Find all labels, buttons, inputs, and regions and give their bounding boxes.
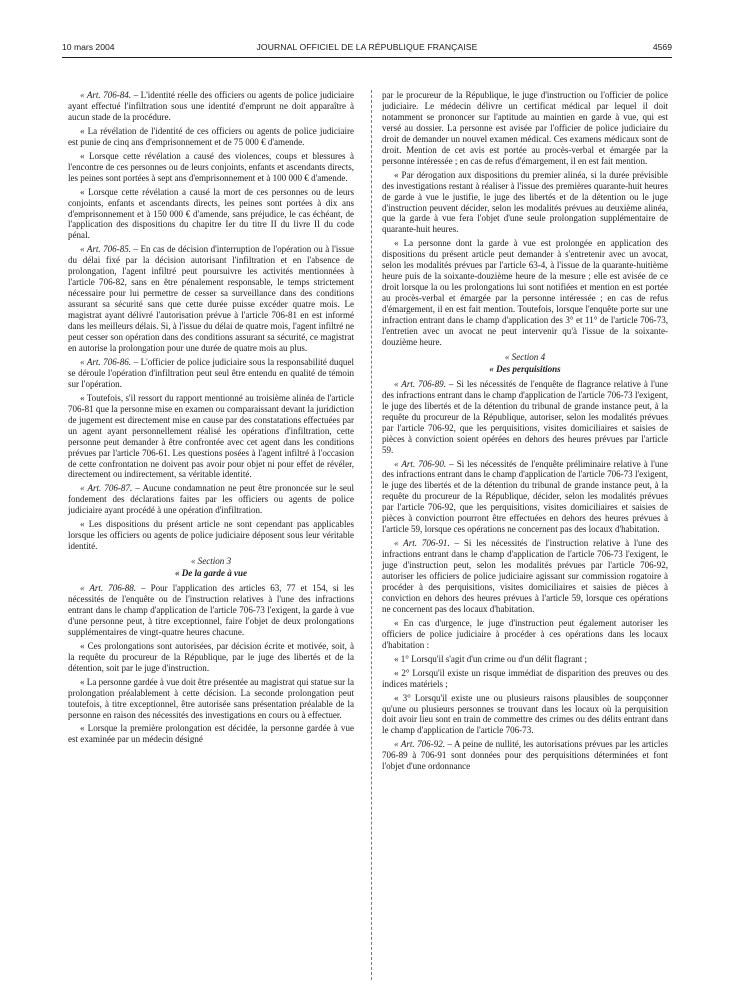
paragraph-text: « Par dérogation aux dispositions du premier alinéa, si la durée prévisible des investigations restant à réaliser à l'issue des premières quarante-huit heures de garde à vue le justifie, le juge des libertés et de la détention ou le juge d'instruction peuvent décider, selon les modalités prévues au deuxième alinéa, que la garde à vue fera l'objet d'une seule prolongation supplémentaire de quarante-huit heures.	[382, 169, 668, 235]
right-column	[382, 90, 668, 775]
section-title: « De la garde à vue	[174, 568, 248, 579]
page-header	[62, 42, 672, 56]
section-number: « Section 4	[504, 351, 546, 362]
paragraph	[68, 641, 354, 674]
paragraph	[68, 90, 354, 123]
paragraph-text: « Ces prolongations sont autorisées, par décision écrite et motivée, soit, à la requête du procureur de la République, par le juge des libertés et de la détention, soit par le juge d'instruction.	[68, 640, 354, 673]
paragraph-text: « 1° Lorsqu'il s'agit d'un crime ou d'un délit flagrant ;	[394, 653, 588, 664]
article-number: « Art. 706-90.	[394, 458, 447, 469]
paragraph-text: « En cas d'urgence, le juge d'instruction peut également autoriser les officiers de police judiciaire à procéder à ces opérations dans les locaux d'habitation :	[382, 617, 668, 650]
paragraph-text: « 2° Lorsqu'il existe un risque immédiat de disparition des preuves ou des indices matériels ;	[382, 667, 668, 689]
paragraph	[68, 483, 354, 516]
article-number: « Art. 706-91.	[394, 538, 450, 549]
paragraph	[68, 519, 354, 552]
article-number: « Art. 706-84.	[80, 90, 132, 100]
paragraph	[68, 583, 354, 638]
paragraph-text: – En cas de décision d'interruption de l'opération ou à l'issue du délai fixé par la décision autorisant l'infiltration et en l'absence de prolongation, l'agent infiltré peut poursuivre les activités mentionnées à l'article 706-82, sans en être pénalement responsable, le temps strictement nécessaire pour lui permettre de cesser sa surveillance dans des conditions assurant sa sécurité sans que cette durée puisse excéder quatre mois. Le magistrat ayant délivré l'autorisation prévue à l'article 706-81 en est informé dans les meilleurs délais. Si, à l'issue du délai de quatre mois, l'agent infiltré ne peut cesser son opération dans des conditions assurant sa sécurité, ce magistrat en autorise la prolongation pour une durée de quatre mois au plus.	[68, 244, 354, 353]
paragraph-text: – Si les nécessités de l'enquête de flagrance relative à l'une des infractions entrant dans le champ d'application de l'article 706-73 l'exigent, le juge des libertés et de la détention du tribunal de grande instance peut, à la requête du procureur de la République, autoriser, selon les modalités prévues par l'article 706-92, que les perquisitions, visites domiciliaires et saisies de pièces à conviction soient opérées en dehors des heures prévues par l'article 59.	[382, 378, 669, 455]
paragraph	[68, 126, 354, 148]
paragraph	[68, 723, 354, 745]
paragraph-text: « La personne gardée à vue doit être présentée au magistrat qui statue sur la prolongation préalablement à cette décision. La seconde prolongation peut toutefois, à titre exceptionnel, être autorisée sans présentation préalable de la personne en raison des nécessités des investigations en cours ou à effectuer.	[68, 676, 354, 720]
article-number: « Art. 706-87.	[80, 483, 133, 494]
paragraph	[68, 244, 354, 354]
paragraph	[68, 187, 354, 242]
article-number: « Art. 706-85.	[80, 244, 132, 255]
section-number: « Section 3	[190, 556, 232, 567]
section-title: « Des perquisitions	[489, 363, 561, 374]
paragraph	[68, 393, 354, 481]
paragraph-text: « Toutefois, s'il ressort du rapport mentionné au troisième alinéa de l'article 706-81 que la personne mise en examen ou comparaissant devant la juridiction de jugement est directement mise en cause par des constatations effectuées par un agent ayant personnellement réalisé les opérations d'infiltration, cette personne peut demander à être confrontée avec cet agent dans les conditions prévues par l'article 706-61. Les questions posées à l'agent infiltré à l'occasion de cette confrontation ne doivent pas avoir pour objet ni pour effet de révéler, directement ou indirectement, sa véritable identité.	[68, 392, 354, 480]
paragraph-text: « 3° Lorsqu'il existe une ou plusieurs raisons plausibles de soupçonner qu'une ou plusieurs personnes se trouvant dans les locaux où la perquisition doit avoir lieu sont en train de commettre des crimes ou des délits entrant dans le champ d'application de l'article 706-73.	[382, 692, 668, 736]
paragraph	[382, 654, 668, 665]
article-number: « Art. 706-92.	[394, 739, 446, 750]
paragraph-text: « Lorsque la première prolongation est décidée, la personne gardée à vue est examinée par un médecin désigné	[68, 723, 354, 745]
column-divider	[371, 90, 372, 980]
paragraph-text: « Lorsque cette révélation a causé la mort de ces personnes ou de leurs conjoints, enfants et ascendants directs, les peines sont portées à dix ans d'emprisonnement et à 150 000 € d'amende, sans préjudice, le cas échéant, de l'application des dispositions du chapitre Ier du titre II du livre II du code pénal.	[68, 186, 354, 241]
paragraph	[382, 739, 668, 772]
paragraph-text: – Si les nécessités de l'enquête préliminaire relative à l'une des infractions entrant dans le champ d'application de l'article 706-73 l'exigent, le juge des libertés et de la détention du tribunal de grande instance peut, à la requête du procureur de la République, décider, selon les modalités prévues par l'article 706-92, que les perquisitions, visites domiciliaires et saisies de pièces à conviction pourront être effectuées en dehors des heures prévues à l'article 59, lorsque ces opérations ne concernent pas des locaux d'habitation.	[382, 458, 669, 535]
paragraph	[382, 618, 668, 651]
journal-title: JOURNAL OFFICIEL DE LA RÉPUBLIQUE FRANÇAISE	[256, 42, 478, 52]
paragraph-text: « Les dispositions du présent article ne sont cependant pas applicables lorsque les officiers ou agents de police judiciaire déposent sous leur véritable identité.	[68, 519, 354, 552]
paragraph	[68, 677, 354, 721]
paragraph	[382, 459, 668, 536]
left-column	[68, 90, 354, 748]
paragraph	[68, 357, 354, 390]
page-number: 4569	[652, 42, 672, 52]
issue-date: 10 mars 2004	[62, 42, 115, 52]
paragraph	[382, 170, 668, 236]
header-rule	[62, 57, 672, 58]
paragraph-text: « La révélation de l'identité de ces officiers ou agents de police judiciaire est punie de cinq ans d'emprisonnement et de 75 000 € d'amende.	[68, 125, 354, 147]
paragraph-text: par le procureur de la République, le juge d'instruction ou l'officier de police judiciaire. Le médecin délivre un certificat médical par lequel il doit notamment se prononcer sur l'aptitude au maintien en garde à vue, qui est versé au dossier. La personne est avisée par l'officier de police judiciaire du droit de demander un nouvel examen médical. Ces examens médicaux sont de droit. Mention de cet avis est portée au procès-verbal et émargée par la personne intéressée ; en cas de refus d'émargement, il en est fait mention.	[382, 90, 668, 166]
paragraph	[382, 90, 668, 167]
paragraph	[382, 693, 668, 737]
paragraph	[382, 238, 668, 348]
paragraph-text: « Lorsque cette révélation a causé des violences, coups et blessures à l'encontre de ces personnes ou de leurs conjoints, enfants et ascendants directs, les peines sont portées à sept ans d'emprisonnement et à 100 000 € d'amende.	[68, 150, 354, 183]
paragraph	[382, 668, 668, 690]
paragraph-text: – Pour l'application des articles 63, 77 et 154, si les nécessités de l'enquête ou de l'instruction relatives à l'une des infractions entrant dans le champ d'application de l'article 706-73 l'exigent, la garde à vue d'une personne peut, à titre exceptionnel, faire l'objet de deux prolongations supplémentaires de vingt-quatre heures chacune.	[68, 583, 354, 637]
paragraph-text: – Si les nécessités de l'instruction relative à l'une des infractions entrant dans le champ d'application de l'article 706-73 l'exigent, le juge d'instruction peut, selon les modalités prévues par l'article 706-92, autoriser les officiers de police judiciaire agissant sur commission rogatoire à procéder à des perquisitions, visites domiciliaires et saisies de pièces à conviction en dehors des heures prévues à l'article 59, lorsque ces opérations ne concernent pas des locaux d'habitation.	[382, 538, 668, 614]
paragraph-text: – A peine de nullité, les autorisations prévues par les articles 706-89 à 706-91 sont données pour des perquisitions déterminées et font l'objet d'une ordonnance	[382, 739, 668, 772]
paragraph-text: « La personne dont la garde à vue est prolongée en application des dispositions du présent article peut demander à s'entretenir avec un avocat, selon les modalités prévues par l'article 63-4, à l'issue de la quarante-huitième heure puis de la soixante-douzième heure de la mesure ; elle est avisée de ce droit lorsque la ou les prolongations lui sont notifiées et mention en est portée au procès-verbal et émargée par la personne intéressée ; en cas de refus d'émargement, il en est fait mention. Toutefois, lorsque l'enquête porte sur une infraction entrant dans le champ d'application des 3° et 11° de l'article 706-73, l'entretien avec un avocat ne peut intervenir qu'à l'issue de la soixante-douzième heure.	[382, 238, 668, 347]
paragraph-text: – L'identité réelle des officiers ou agents de police judiciaire ayant effectué l'infiltration sous une identité d'emprunt ne doit apparaître à aucun stade de la procédure.	[68, 90, 354, 122]
article-number: « Art. 706-88.	[80, 583, 137, 594]
paragraph	[382, 379, 668, 456]
paragraph	[382, 538, 668, 615]
article-number: « Art. 706-86.	[80, 356, 132, 367]
article-number: « Art. 706-89.	[394, 378, 446, 389]
paragraph	[68, 151, 354, 184]
paragraph-text: – Aucune condamnation ne peut être prononcée sur le seul fondement des déclarations faites par les officiers ou agents de police judiciaire ayant procédé à une opération d'infiltration.	[68, 483, 354, 516]
paragraph-text: – L'officier de police judiciaire sous la responsabilité duquel se déroule l'opération d'infiltration peut seul être entendu en qualité de témoin sur l'opération.	[68, 356, 354, 389]
